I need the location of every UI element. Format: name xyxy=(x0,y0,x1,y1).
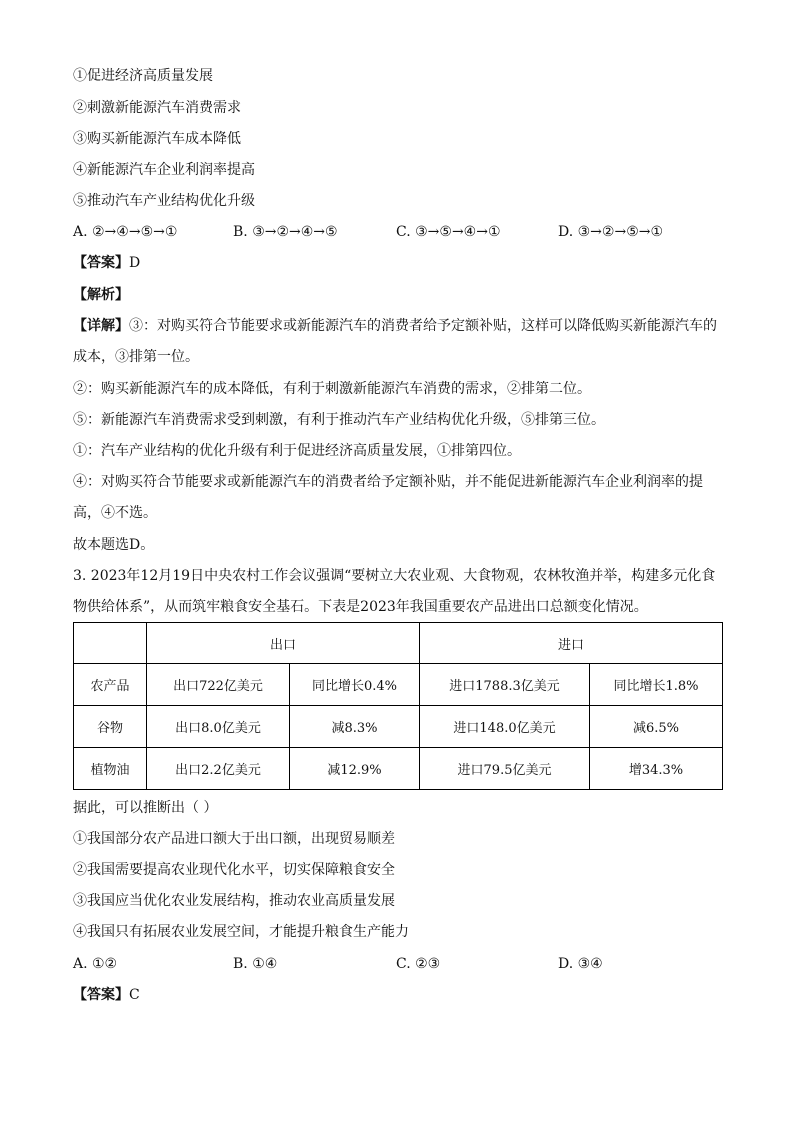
detail-paragraph-3: ⑤：新能源汽车消费需求受到刺激，有利于推动汽车产业结构优化升级，⑤排第三位。 xyxy=(73,412,605,428)
table-cell: 谷物 xyxy=(74,706,147,748)
q3-stem: 3. 2023年12月19日中央农村工作会议强调“要树立大农业观、大食物观，农林牧渔并举，构建多元化食物供给体系”，从而筑牢粮食安全基石。下表是2023年我国重要农产品进出口总额变化情况。 xyxy=(73,568,716,615)
detail-paragraph-2: ②：购买新能源汽车的成本降低，有利于刺激新能源汽车消费的需求，②排第二位。 xyxy=(73,381,591,397)
q2-item-3: ③购买新能源汽车成本降低 xyxy=(73,131,241,147)
header-import: 进口 xyxy=(420,623,723,664)
q3-answer xyxy=(73,985,722,1005)
table-cell: 农产品 xyxy=(74,664,147,706)
table-cell: 减6.5% xyxy=(590,706,723,748)
q3-option-b: B. ①④ xyxy=(233,956,278,972)
q2-item-5: ⑤推动汽车产业结构优化升级 xyxy=(73,193,255,209)
table-cell: 出口2.2亿美元 xyxy=(147,748,290,790)
q2-option-d: D. ③→②→⑤→① xyxy=(558,224,664,240)
q3-item-1: ①我国部分农产品进口额大于出口额，出现贸易顺差 xyxy=(73,831,395,847)
detail-paragraph-5: ④：对购买符合节能要求或新能源汽车的消费者给予定额补贴，并不能促进新能源汽车企业利润率的提高，④不选。 xyxy=(73,474,703,521)
table-cell: 进口148.0亿美元 xyxy=(420,706,590,748)
detail-paragraph-4: ①：汽车产业结构的优化升级有利于促进经济高质量发展，①排第四位。 xyxy=(73,443,521,459)
q3-item-3: ③我国应当优化农业发展结构，推动农业高质量发展 xyxy=(73,893,395,909)
q3-option-c: C. ②③ xyxy=(396,956,441,972)
q3-option-d: D. ③④ xyxy=(558,956,603,972)
header-export: 出口 xyxy=(147,623,420,664)
q3-item-2: ②我国需要提高农业现代化水平，切实保障粮食安全 xyxy=(73,862,395,878)
table-cell: 出口8.0亿美元 xyxy=(147,706,290,748)
q2-item-2: ②刺激新能源汽车消费需求 xyxy=(73,100,241,116)
table-cell: 减8.3% xyxy=(290,706,420,748)
answer-value: D xyxy=(129,255,141,271)
table-cell: 进口79.5亿美元 xyxy=(420,748,590,790)
detail-paragraph-1 xyxy=(73,311,722,373)
analysis-label: 【解析】 xyxy=(73,287,129,303)
answer-label: 【答案】 xyxy=(73,987,129,1003)
q2-answer xyxy=(73,253,722,273)
detail-text-1: ③：对购买符合节能要求或新能源汽车的消费者给予定额补贴，这样可以降低购买新能源汽车的成本，③排第一位。 xyxy=(73,318,717,365)
q3-item-4: ④我国只有拓展农业发展空间，才能提升粮食生产能力 xyxy=(73,924,409,940)
detail-label: 【详解】 xyxy=(73,318,129,334)
table-cell: 增34.3% xyxy=(590,748,723,790)
q2-option-a: A. ②→④→⑤→① xyxy=(73,224,178,240)
q2-item-1: ①促进经济高质量发展 xyxy=(73,68,213,84)
trade-table xyxy=(73,622,723,790)
conclusion: 故本题选D。 xyxy=(73,537,155,553)
q3-prompt: 据此，可以推断出（ ） xyxy=(73,800,218,816)
header-cell-empty xyxy=(74,623,147,664)
table-cell: 植物油 xyxy=(74,748,147,790)
answer-label: 【答案】 xyxy=(73,255,129,271)
q3-option-a: A. ①② xyxy=(73,956,118,972)
q2-item-4: ④新能源汽车企业利润率提高 xyxy=(73,162,255,178)
table-cell: 进口1788.3亿美元 xyxy=(420,664,590,706)
table-cell: 同比增长0.4% xyxy=(290,664,420,706)
table-cell: 出口722亿美元 xyxy=(147,664,290,706)
table-row xyxy=(74,748,723,790)
answer-value: C xyxy=(129,987,140,1003)
table-cell: 同比增长1.8% xyxy=(590,664,723,706)
q2-option-c: C. ③→⑤→④→① xyxy=(396,224,501,240)
table-header-row xyxy=(74,623,723,664)
table-row xyxy=(74,664,723,706)
q2-option-b: B. ③→②→④→⑤ xyxy=(233,224,338,240)
table-row xyxy=(74,706,723,748)
table-cell: 减12.9% xyxy=(290,748,420,790)
